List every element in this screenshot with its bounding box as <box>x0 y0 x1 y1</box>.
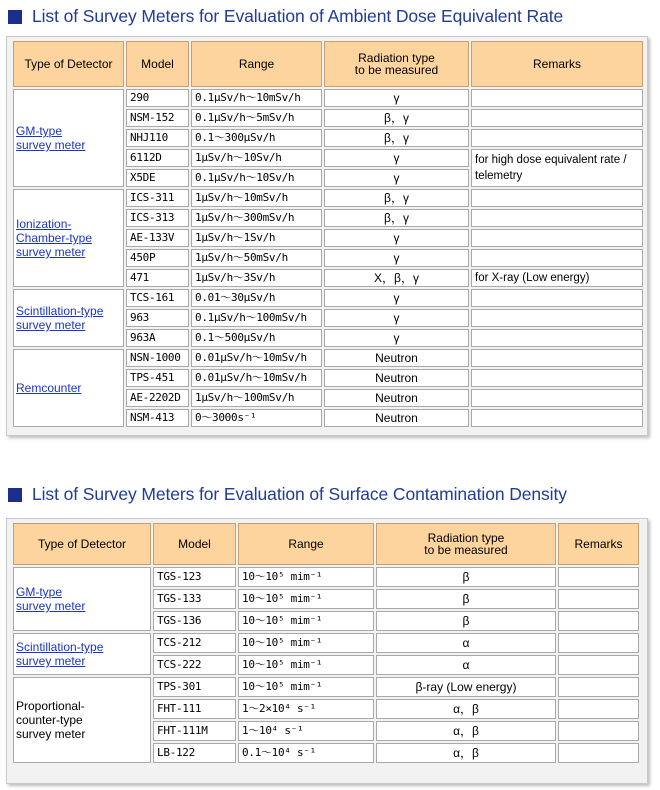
range-cell: 1μSv/h～300mSv/h <box>191 209 322 227</box>
range-cell: 10～10⁵ mim⁻¹ <box>238 655 374 675</box>
range-cell: 10～10⁵ mim⁻¹ <box>238 611 374 631</box>
radiation-type-cell: γ <box>324 249 469 267</box>
remarks-cell <box>471 349 643 367</box>
header-remarks: Remarks <box>558 523 639 565</box>
range-cell: 0.01～30μSv/h <box>191 289 322 307</box>
range-cell: 0.01μSv/h～10mSv/h <box>191 349 322 367</box>
model-cell: TGS-133 <box>153 589 236 609</box>
model-cell: 6112D <box>126 149 189 167</box>
model-cell: X5DE <box>126 169 189 187</box>
detector-type-label: Proportional- counter-type survey meter <box>16 699 86 741</box>
surface-table-frame <box>6 518 648 784</box>
remarks-cell <box>471 89 643 107</box>
remarks-cell <box>471 369 643 387</box>
remarks-cell <box>471 409 643 427</box>
header-type-of-detector: Type of Detector <box>13 523 151 565</box>
radiation-type-cell: Neutron <box>324 409 469 427</box>
radiation-type-cell: Neutron <box>324 369 469 387</box>
blue-square-bullet-icon <box>8 488 22 502</box>
model-cell: TPS-301 <box>153 677 236 697</box>
detector-type-cell <box>13 349 124 427</box>
range-cell: 1μSv/h～10Sv/h <box>191 149 322 167</box>
range-cell: 10～10⁵ mim⁻¹ <box>238 677 374 697</box>
header-model: Model <box>153 523 236 565</box>
radiation-type-cell: γ <box>324 89 469 107</box>
remarks-cell <box>471 189 643 207</box>
model-cell: TCS-222 <box>153 655 236 675</box>
radiation-type-cell: α，β <box>376 743 556 763</box>
range-cell: 0.1μSv/h～10Sv/h <box>191 169 322 187</box>
remarks-cell <box>558 611 639 631</box>
remarks-cell <box>471 229 643 247</box>
range-cell: 0.1～10⁴ s⁻¹ <box>238 743 374 763</box>
model-cell: LB-122 <box>153 743 236 763</box>
remarks-cell <box>471 389 643 407</box>
radiation-type-cell: β <box>376 589 556 609</box>
remarks-cell <box>471 329 643 347</box>
model-cell: 450P <box>126 249 189 267</box>
radiation-type-cell: α，β <box>376 699 556 719</box>
surface-header-row <box>13 523 639 565</box>
range-cell: 1μSv/h～1Sv/h <box>191 229 322 247</box>
remarks-cell <box>471 249 643 267</box>
model-cell: TCS-212 <box>153 633 236 653</box>
radiation-type-cell: α <box>376 633 556 653</box>
remarks-cell <box>558 677 639 697</box>
model-cell: TCS-161 <box>126 289 189 307</box>
radiation-type-cell: γ <box>324 289 469 307</box>
range-cell: 10～10⁵ mim⁻¹ <box>238 567 374 587</box>
radiation-type-cell: X，β，γ <box>324 269 469 287</box>
ambient-dose-table <box>11 39 645 429</box>
model-cell: ICS-311 <box>126 189 189 207</box>
range-cell: 0.1～300μSv/h <box>191 129 322 147</box>
model-cell: NSN-1000 <box>126 349 189 367</box>
detector-type-cell <box>13 289 124 347</box>
detector-type-link[interactable]: Remcounter <box>16 381 82 395</box>
remarks-cell: for high dose equivalent rate / telemetry <box>471 149 643 187</box>
model-cell: FHT-111M <box>153 721 236 741</box>
radiation-type-cell: γ <box>324 309 469 327</box>
remarks-cell <box>471 109 643 127</box>
model-cell: TGS-123 <box>153 567 236 587</box>
surface-section-title: List of Survey Meters for Evaluation of Surface Contamination Density <box>32 484 567 504</box>
range-cell: 0.1μSv/h～5mSv/h <box>191 109 322 127</box>
detector-type-cell <box>13 677 151 763</box>
table-row <box>13 677 639 697</box>
model-cell: NSM-413 <box>126 409 189 427</box>
surface-title-row <box>8 484 567 505</box>
range-cell: 1～10⁴ s⁻¹ <box>238 721 374 741</box>
detector-type-link[interactable]: Scintillation-type survey meter <box>16 640 104 668</box>
radiation-type-cell: Neutron <box>324 389 469 407</box>
ambient-header-row <box>13 41 643 87</box>
model-cell: AE-133V <box>126 229 189 247</box>
remarks-cell <box>558 743 639 763</box>
remarks-cell <box>558 567 639 587</box>
detector-type-cell <box>13 189 124 287</box>
radiation-type-cell: β，γ <box>324 129 469 147</box>
detector-type-cell <box>13 89 124 187</box>
table-row <box>13 349 643 367</box>
ambient-table-frame <box>6 36 648 436</box>
range-cell: 10～10⁵ mim⁻¹ <box>238 589 374 609</box>
table-row <box>13 633 639 653</box>
model-cell: NHJ110 <box>126 129 189 147</box>
detector-type-link[interactable]: Scintillation-type survey meter <box>16 304 104 332</box>
detector-type-link[interactable]: GM-type survey meter <box>16 124 86 152</box>
remarks-cell <box>558 699 639 719</box>
header-range: Range <box>191 41 322 87</box>
model-cell: TGS-136 <box>153 611 236 631</box>
radiation-type-cell: γ <box>324 149 469 167</box>
remarks-cell <box>471 309 643 327</box>
remarks-cell: for X-ray (Low energy) <box>471 269 643 287</box>
detector-type-cell <box>13 633 151 675</box>
detector-type-cell <box>13 567 151 631</box>
range-cell: 1μSv/h～100mSv/h <box>191 389 322 407</box>
model-cell: ICS-313 <box>126 209 189 227</box>
range-cell: 0.1μSv/h～100mSv/h <box>191 309 322 327</box>
model-cell: AE-2202D <box>126 389 189 407</box>
remarks-cell <box>471 209 643 227</box>
range-cell: 1μSv/h～10mSv/h <box>191 189 322 207</box>
surface-contamination-table <box>11 521 641 765</box>
table-row <box>13 567 639 587</box>
model-cell: NSM-152 <box>126 109 189 127</box>
model-cell: 290 <box>126 89 189 107</box>
header-model: Model <box>126 41 189 87</box>
model-cell: FHT-111 <box>153 699 236 719</box>
range-cell: 10～10⁵ mim⁻¹ <box>238 633 374 653</box>
radiation-type-cell: Neutron <box>324 349 469 367</box>
model-cell: TPS-451 <box>126 369 189 387</box>
header-radiation-type: Radiation type to be measured <box>376 523 556 565</box>
model-cell: 963 <box>126 309 189 327</box>
ambient-section-title: List of Survey Meters for Evaluation of Ambient Dose Equivalent Rate <box>32 6 564 26</box>
range-cell: 0～3000s⁻¹ <box>191 409 322 427</box>
range-cell: 0.1μSv/h～10mSv/h <box>191 89 322 107</box>
radiation-type-cell: β-ray (Low energy) <box>376 677 556 697</box>
ambient-title-row <box>8 6 563 27</box>
table-row <box>13 189 643 207</box>
radiation-type-cell: β <box>376 611 556 631</box>
detector-type-link[interactable]: GM-type survey meter <box>16 585 86 613</box>
remarks-cell <box>558 589 639 609</box>
table-row <box>13 89 643 107</box>
radiation-type-cell: β，γ <box>324 209 469 227</box>
range-cell: 1～2×10⁴ s⁻¹ <box>238 699 374 719</box>
remarks-cell <box>558 721 639 741</box>
header-type-of-detector: Type of Detector <box>13 41 124 87</box>
radiation-type-cell: β，γ <box>324 109 469 127</box>
blue-square-bullet-icon <box>8 10 22 24</box>
radiation-type-cell: β，γ <box>324 189 469 207</box>
header-radiation-type: Radiation type to be measured <box>324 41 469 87</box>
radiation-type-cell: γ <box>324 329 469 347</box>
detector-type-link[interactable]: Ionization- Chamber-type survey meter <box>16 217 93 259</box>
radiation-type-cell: γ <box>324 169 469 187</box>
range-cell: 0.1～500μSv/h <box>191 329 322 347</box>
radiation-type-cell: α <box>376 655 556 675</box>
range-cell: 1μSv/h～50mSv/h <box>191 249 322 267</box>
header-range: Range <box>238 523 374 565</box>
remarks-cell <box>471 129 643 147</box>
model-cell: 963A <box>126 329 189 347</box>
remarks-cell <box>558 655 639 675</box>
model-cell: 471 <box>126 269 189 287</box>
range-cell: 0.01μSv/h～10mSv/h <box>191 369 322 387</box>
table-row <box>13 289 643 307</box>
range-cell: 1μSv/h～3Sv/h <box>191 269 322 287</box>
remarks-cell <box>558 633 639 653</box>
remarks-cell <box>471 289 643 307</box>
radiation-type-cell: α，β <box>376 721 556 741</box>
header-remarks: Remarks <box>471 41 643 87</box>
radiation-type-cell: β <box>376 567 556 587</box>
radiation-type-cell: γ <box>324 229 469 247</box>
